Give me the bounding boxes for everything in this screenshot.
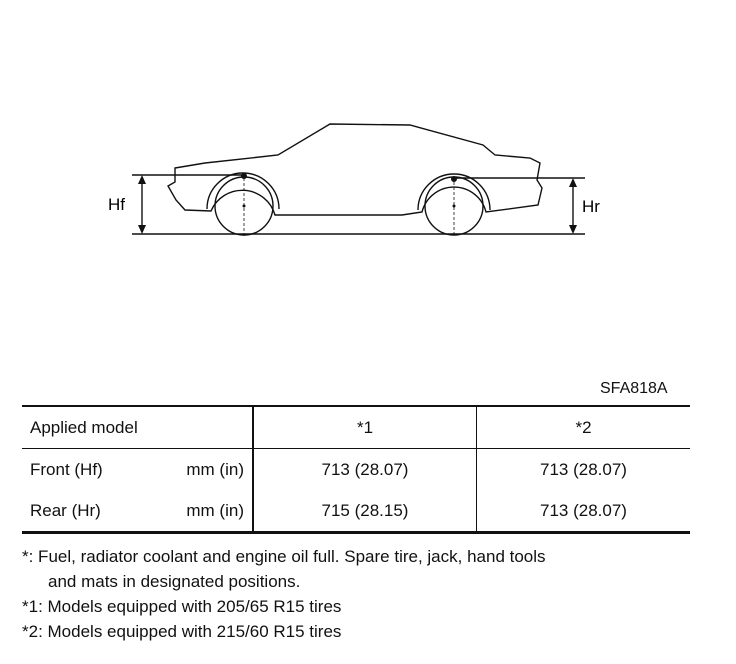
cell-rear-col1: 715 (28.15) [253, 490, 477, 533]
note-2: *2: Models equipped with 215/60 R15 tires [22, 622, 342, 641]
note-star-line2: and mats in designated positions. [48, 572, 301, 591]
table-header-row [22, 406, 690, 449]
header-col2: *2 [477, 406, 691, 449]
cell-front-col1: 713 (28.07) [253, 449, 477, 491]
header-col1: *1 [253, 406, 477, 449]
table-row-rear [22, 490, 690, 533]
note-1: *1: Models equipped with 205/65 R15 tires [22, 597, 342, 616]
rear-height-label: Hr [582, 197, 600, 216]
footnotes [22, 544, 722, 644]
row-unit-rear: mm (in) [186, 500, 244, 520]
cell-rear-col2: 713 (28.07) [477, 490, 691, 533]
note-star-line1: *: Fuel, radiator coolant and engine oil full. Spare tire, jack, hand tools [22, 547, 546, 566]
row-label-rear: Rear (Hr) [30, 500, 101, 520]
row-unit-front: mm (in) [186, 459, 244, 479]
header-applied-model: Applied model [22, 406, 253, 449]
row-label-front: Front (Hf) [30, 459, 103, 479]
cell-front-col2: 713 (28.07) [477, 449, 691, 491]
front-height-label: Hf [108, 195, 125, 214]
figure-code: SFA818A [600, 380, 668, 397]
table-row-front [22, 449, 690, 491]
car-body-outline [168, 124, 542, 215]
vehicle-height-table [22, 405, 690, 534]
